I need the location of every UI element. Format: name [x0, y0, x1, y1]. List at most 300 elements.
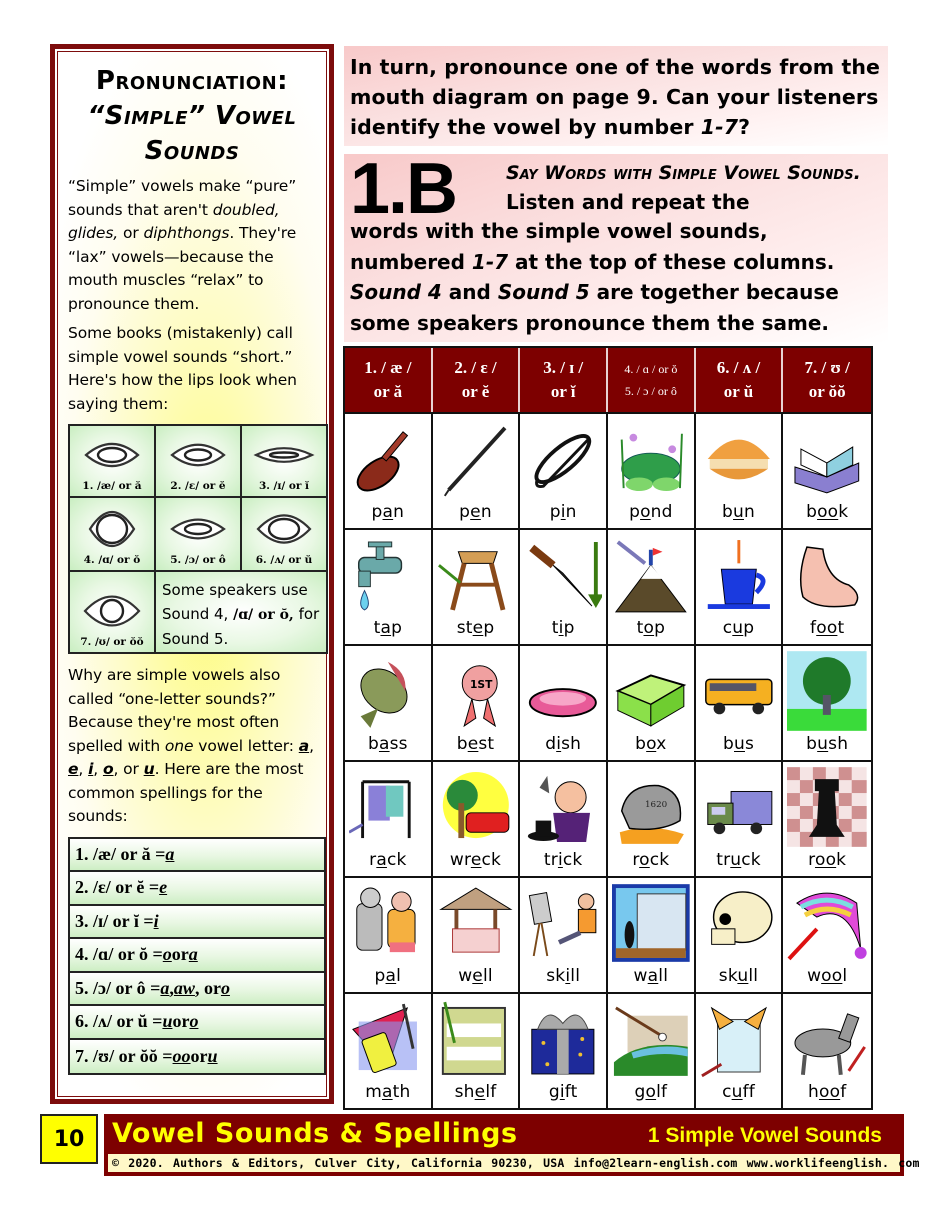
word-card[interactable]	[783, 878, 871, 992]
word-prefix: r	[632, 850, 640, 870]
box-icon	[612, 650, 690, 732]
word-card[interactable]	[608, 414, 696, 528]
word-prefix: p	[374, 966, 386, 986]
word-prefix: t	[636, 618, 644, 638]
footer-copyright: © 2020. Authors & Editors, Culver City, California 90230, USA info@2learn-english.com www.worklifeenglish. com	[108, 1154, 900, 1172]
spelling-table	[68, 837, 326, 1076]
word-label	[634, 965, 669, 987]
word-vowel: a	[380, 618, 392, 638]
sidebar-title-line-3: Sounds	[144, 136, 240, 166]
spelling-letters: e	[159, 877, 168, 898]
word-card[interactable]	[345, 994, 433, 1108]
gift-icon	[524, 998, 602, 1080]
word-card[interactable]	[345, 762, 433, 876]
mouth-shape-icon	[81, 432, 143, 478]
spelling-row	[70, 872, 324, 906]
word-row	[345, 644, 871, 760]
word-vowel: u	[731, 1082, 743, 1102]
mouth-shape-icon	[167, 506, 229, 552]
word-vowel: o	[646, 734, 657, 754]
sidebar-paragraph-intro	[68, 175, 316, 316]
word-vowel: i	[559, 1082, 565, 1102]
word-label	[365, 1081, 410, 1103]
word-vowel: u	[817, 734, 829, 754]
word-card[interactable]	[696, 414, 784, 528]
word-suffix: ck	[386, 850, 407, 870]
mouth-diagram-cell	[69, 571, 155, 653]
bass-fish-icon	[349, 650, 427, 732]
word-card[interactable]	[696, 646, 784, 760]
word-card[interactable]	[608, 994, 696, 1108]
column-header	[608, 348, 696, 412]
spelling-row	[70, 1006, 324, 1040]
vowel-letter: i	[88, 760, 94, 778]
text-run: . They're “lax” vowels—because the mouth muscles “relax” to pronounce them.	[68, 224, 297, 313]
text-run: or	[118, 224, 144, 242]
foot-icon	[787, 534, 867, 616]
word-vowel: a	[382, 502, 394, 522]
section-body-range: 1-7	[471, 249, 509, 274]
word-suffix: n	[480, 502, 492, 522]
word-vowel: i	[558, 618, 564, 638]
word-label	[722, 1081, 755, 1103]
spelling-sound: 4. /ɑ/ or ŏ =	[75, 944, 163, 965]
word-vowel: u	[732, 618, 744, 638]
word-prefix: b	[722, 502, 734, 522]
spelling-letters: u	[207, 1045, 218, 1066]
section-1b	[344, 149, 888, 342]
word-vowel: o	[639, 850, 650, 870]
skull-icon	[700, 882, 778, 964]
word-label	[723, 617, 755, 639]
mouth-shape-icon	[167, 432, 229, 478]
word-card[interactable]	[433, 646, 521, 760]
word-vowel: e	[472, 618, 484, 638]
word-vowel: oo	[818, 1082, 841, 1102]
column-header-ipa: 1. / æ /	[364, 358, 412, 377]
mouth-diagram-label: 7. /ʊ/ or ŏŏ	[80, 636, 144, 648]
vowel-letter: e	[68, 760, 79, 778]
word-suffix: nd	[650, 502, 673, 522]
cup-icon	[700, 534, 778, 616]
word-prefix: p	[371, 502, 383, 522]
word-prefix: m	[365, 1082, 382, 1102]
column-header-alt: or ă	[373, 382, 403, 401]
word-label	[459, 501, 492, 523]
word-suffix: k	[838, 502, 849, 522]
word-prefix: wr	[449, 850, 471, 870]
word-label	[806, 733, 848, 755]
word-prefix: b	[806, 734, 818, 754]
word-vowel: u	[734, 734, 745, 754]
word-card[interactable]	[783, 994, 871, 1108]
word-suffix: st	[478, 734, 495, 754]
donkey-hoof-icon	[787, 998, 867, 1080]
section-body-sound4: Sound 4	[350, 280, 442, 304]
word-suffix: l	[396, 966, 402, 986]
word-card[interactable]	[520, 878, 608, 992]
mouth-diagram-cell	[69, 425, 155, 497]
instruction-number-range: 1-7	[700, 115, 739, 139]
spelling-letters: o	[162, 944, 172, 965]
word-card[interactable]	[696, 530, 784, 644]
safety-pin-icon	[524, 418, 602, 500]
spelling-connector: or	[171, 944, 189, 965]
word-vowel: a	[376, 850, 387, 870]
sidebar-title	[68, 64, 316, 169]
word-vowel: oo	[814, 850, 837, 870]
word-card[interactable]	[783, 414, 871, 528]
word-card[interactable]	[345, 414, 433, 528]
word-card[interactable]	[345, 878, 433, 992]
word-label	[545, 733, 581, 755]
pond-icon	[612, 418, 690, 500]
chess-rook-icon	[787, 766, 867, 848]
word-vowel: e	[474, 1082, 486, 1102]
word-label	[806, 501, 848, 523]
word-label	[457, 617, 495, 639]
word-vowel: oo	[817, 502, 839, 522]
wishing-well-icon	[437, 882, 515, 964]
word-suffix: p	[743, 618, 755, 638]
word-card[interactable]	[433, 878, 521, 992]
word-card[interactable]	[345, 646, 433, 760]
word-label	[808, 849, 846, 871]
sidebar-inner	[57, 51, 327, 1097]
column-header	[520, 348, 608, 412]
word-label	[374, 617, 403, 639]
spelling-sound: 7. /ʊ/ or ŏŏ =	[75, 1045, 173, 1066]
mouth-diagram-cell	[241, 425, 327, 497]
vowel-word-table	[343, 346, 873, 1110]
word-suffix: p	[391, 618, 403, 638]
text-run: Why are simple vowels also called “one-letter sounds?” Because they're most often spelled with	[68, 666, 281, 755]
word-prefix: t	[551, 618, 559, 638]
column-header-ipa: 2. / ɛ /	[454, 358, 497, 377]
spelling-letters: o	[189, 1011, 199, 1032]
word-card[interactable]	[520, 762, 608, 876]
word-label	[450, 849, 501, 871]
sidebar-paragraph-one-letter	[68, 664, 316, 829]
text-run: ,	[93, 760, 103, 778]
word-card[interactable]	[520, 414, 608, 528]
school-bus-icon	[700, 650, 778, 732]
spelling-row	[70, 839, 324, 873]
word-card[interactable]	[783, 530, 871, 644]
word-card[interactable]	[433, 994, 521, 1108]
word-suffix: t	[837, 618, 845, 638]
mouth-shape-icon	[253, 432, 315, 478]
note-text: Some speakers use Sound 4,	[162, 581, 308, 623]
word-label	[637, 617, 665, 639]
sidebar-paragraph-short: Some books (mistakenly) call simple vowel sounds “short.” Here's how the lips look when saying them:	[68, 324, 297, 413]
word-prefix: c	[722, 1082, 732, 1102]
word-card[interactable]	[608, 762, 696, 876]
shelf-icon	[437, 998, 515, 1080]
word-prefix: w	[633, 966, 648, 986]
word-vowel: e	[470, 850, 482, 870]
sidebar-title-line-1: Pronunciation:	[95, 66, 289, 96]
word-label	[369, 849, 406, 871]
word-label	[635, 733, 666, 755]
text-run: Here are the most common spellings for the sounds:	[68, 760, 304, 825]
spelling-row	[70, 939, 324, 973]
spelling-connector: ,	[169, 977, 174, 998]
section-body-text: and	[441, 280, 498, 304]
word-prefix: r	[808, 850, 815, 870]
spelling-letters: a	[188, 944, 198, 965]
word-prefix: p	[459, 502, 471, 522]
spelling-sound: 2. /ɛ/ or ĕ =	[75, 877, 160, 898]
word-suffix: ft	[564, 1082, 578, 1102]
word-row	[345, 876, 871, 992]
ribbon-award-icon	[437, 650, 515, 732]
word-card[interactable]	[696, 762, 784, 876]
section-heading	[506, 158, 876, 217]
word-suffix: ff	[742, 1082, 755, 1102]
word-label	[457, 733, 495, 755]
word-prefix: p	[629, 502, 641, 522]
mouth-diagram-cell	[69, 497, 155, 571]
sidebar-title-line-2: “Simple” Vowel	[87, 101, 297, 131]
spelling-row	[70, 973, 324, 1007]
word-card[interactable]	[608, 878, 696, 992]
spelling-letters: aw	[173, 977, 195, 998]
page-number: 10	[40, 1114, 98, 1164]
column-header-ipa: 3. / ɪ /	[543, 358, 584, 377]
word-label	[634, 1081, 667, 1103]
word-vowel: a	[381, 1082, 393, 1102]
spelling-letters: o	[220, 977, 230, 998]
car-wreck-icon	[437, 766, 515, 848]
column-header-ipa: 4. / ɑ / or ŏ	[624, 362, 678, 376]
word-vowel: e	[467, 734, 479, 754]
pals-icon	[349, 882, 427, 964]
mouth-diagram-grid	[68, 424, 328, 654]
spelling-row	[70, 1040, 324, 1074]
mouth-diagram-cell	[155, 425, 241, 497]
word-prefix: w	[807, 966, 822, 986]
word-vowel: i	[556, 734, 562, 754]
text-run: doubled, glides,	[68, 200, 280, 242]
word-prefix: g	[548, 1082, 560, 1102]
word-suffix: sh	[828, 734, 849, 754]
mouth-diagram-label: 1. /æ/ or ă	[82, 480, 142, 492]
column-header-alt: or ĕ	[461, 382, 490, 401]
column-header-ipa: 7. / ʊ /	[804, 358, 850, 377]
word-suffix: ll	[482, 966, 493, 986]
word-label	[632, 849, 669, 871]
word-suffix: ll	[658, 966, 669, 986]
pronunciation-sidebar	[50, 44, 334, 1104]
word-prefix: f	[810, 618, 817, 638]
word-suffix: ck	[481, 850, 502, 870]
word-suffix: sh	[561, 734, 582, 754]
word-label	[723, 733, 754, 755]
footer-book-title: Vowel Sounds & Spellings	[112, 1118, 518, 1149]
spelling-sound: 1. /æ/ or ă =	[75, 843, 166, 864]
word-prefix: w	[458, 966, 473, 986]
vowel-letter: o	[102, 760, 114, 778]
word-label	[722, 501, 755, 523]
word-label	[375, 965, 402, 987]
text-run: “Simple” vowels make “pure” sounds that aren't	[68, 177, 297, 219]
word-suffix: f	[840, 1082, 847, 1102]
frying-pan-icon	[349, 418, 427, 500]
section-heading-title: Say Words with Simple Vowel Sounds.	[506, 162, 861, 184]
word-label	[544, 849, 583, 871]
word-vowel: u	[730, 850, 742, 870]
vowel-table-header	[345, 348, 871, 412]
word-suffix: k	[836, 850, 847, 870]
word-card[interactable]	[608, 646, 696, 760]
word-prefix: sk	[546, 966, 566, 986]
painter-skill-icon	[524, 882, 602, 964]
mouth-diagram-note	[155, 571, 327, 653]
word-label	[807, 965, 847, 987]
word-suffix: ck	[562, 850, 583, 870]
text-run: ,	[309, 736, 314, 755]
word-suffix: l	[842, 966, 848, 986]
word-vowel: i	[560, 502, 566, 522]
instruction-question-mark: ?	[738, 115, 751, 139]
rock-icon	[612, 766, 690, 848]
word-label	[550, 501, 577, 523]
word-card[interactable]	[433, 414, 521, 528]
spelling-sound: 3. /ɪ/ or ĭ =	[75, 910, 154, 931]
word-suffix: x	[656, 734, 667, 754]
word-label	[810, 617, 844, 639]
svg-text:1620: 1620	[645, 800, 668, 810]
word-row	[345, 992, 871, 1108]
word-vowel: oo	[816, 618, 838, 638]
word-prefix: c	[722, 618, 733, 638]
column-header	[696, 348, 784, 412]
word-prefix: tr	[543, 850, 558, 870]
word-card[interactable]	[520, 994, 608, 1108]
word-prefix: t	[373, 618, 381, 638]
spelling-connector: , or	[194, 977, 221, 998]
word-card[interactable]	[608, 530, 696, 644]
clothes-rack-icon	[349, 766, 427, 848]
svg-text:1ST: 1ST	[469, 678, 493, 692]
word-suffix: s	[744, 734, 755, 754]
word-card[interactable]	[433, 762, 521, 876]
word-label	[549, 1081, 578, 1103]
knife-tip-icon	[524, 534, 602, 616]
faucet-icon	[349, 534, 427, 616]
mouth-diagram-label: 4. /ɑ/ or ŏ	[83, 554, 141, 566]
text-run: diphthongs	[143, 224, 230, 242]
word-prefix: b	[367, 734, 379, 754]
word-suffix: p	[654, 618, 666, 638]
word-label	[808, 1081, 846, 1103]
word-suffix: ck	[649, 850, 670, 870]
section-body-text: words with the simple vowel sounds, numbered	[350, 219, 768, 274]
word-prefix: r	[369, 850, 377, 870]
column-header	[433, 348, 521, 412]
truck-icon	[700, 766, 778, 848]
column-header-alt: 5. / ɔ / or ô	[624, 384, 677, 398]
word-vowel: e	[470, 502, 481, 522]
overalls-cuff-icon	[700, 998, 778, 1080]
word-prefix: b	[723, 734, 734, 754]
word-vowel: e	[472, 966, 483, 986]
word-card[interactable]	[345, 530, 433, 644]
spelling-letters: a	[165, 843, 175, 864]
word-vowel: a	[378, 734, 390, 754]
word-label	[372, 501, 405, 523]
vowel-letter: u	[143, 760, 155, 778]
word-prefix: sh	[454, 1082, 475, 1102]
mouth-diagram-label: 5. /ɔ/ or ô	[170, 554, 226, 566]
section-body-sound5: Sound 5	[497, 280, 590, 304]
column-header-alt: or ŏŏ	[808, 382, 846, 401]
word-prefix: tr	[716, 850, 731, 870]
text-run: ,	[78, 760, 89, 778]
section-number: 1.B	[350, 149, 457, 229]
spelling-sound: 6. /ʌ/ or ŭ =	[75, 1011, 163, 1032]
word-label	[546, 965, 580, 987]
word-card[interactable]	[696, 878, 784, 992]
mountain-top-icon	[612, 534, 690, 616]
word-label	[455, 1081, 497, 1103]
word-card[interactable]	[520, 530, 608, 644]
word-card[interactable]	[783, 646, 871, 760]
word-suffix: ll	[570, 966, 581, 986]
mouth-diagram-cell	[155, 497, 241, 571]
word-suffix: ll	[748, 966, 759, 986]
magic-trick-icon	[524, 766, 602, 848]
word-prefix: b	[456, 734, 468, 754]
section-body-text: at the top of these columns.	[508, 249, 835, 274]
word-label	[552, 617, 575, 639]
word-vowel: o	[640, 502, 651, 522]
word-card[interactable]	[696, 994, 784, 1108]
math-tools-icon	[349, 998, 427, 1080]
bun-icon	[700, 418, 778, 500]
text-run: one	[164, 736, 194, 755]
word-prefix: h	[808, 1082, 819, 1102]
word-vowel: o	[643, 618, 655, 638]
step-stool-icon	[437, 534, 515, 616]
word-vowel: o	[645, 1082, 657, 1102]
word-row	[345, 760, 871, 876]
word-row	[345, 528, 871, 644]
word-label	[629, 501, 673, 523]
word-prefix: b	[635, 734, 647, 754]
spelling-connector: or	[172, 1011, 190, 1032]
mouth-shape-icon	[253, 506, 315, 552]
word-vowel: oo	[821, 966, 843, 986]
word-vowel: u	[737, 966, 749, 986]
word-prefix: d	[545, 734, 557, 754]
word-card[interactable]	[783, 762, 871, 876]
word-vowel: a	[385, 966, 397, 986]
vowel-letter: a	[298, 736, 310, 755]
text-run: .	[154, 760, 165, 778]
section-body-text: are together because some speakers pronounce them the same.	[350, 280, 839, 335]
word-card[interactable]	[433, 530, 521, 644]
word-prefix: p	[549, 502, 561, 522]
spelling-connector: or	[190, 1045, 208, 1066]
word-suffix: ss	[389, 734, 408, 754]
pen-icon	[437, 418, 515, 500]
word-label	[368, 733, 408, 755]
word-vowel: i	[565, 966, 571, 986]
spelling-letters: oo	[172, 1045, 191, 1066]
word-card[interactable]	[520, 646, 608, 760]
